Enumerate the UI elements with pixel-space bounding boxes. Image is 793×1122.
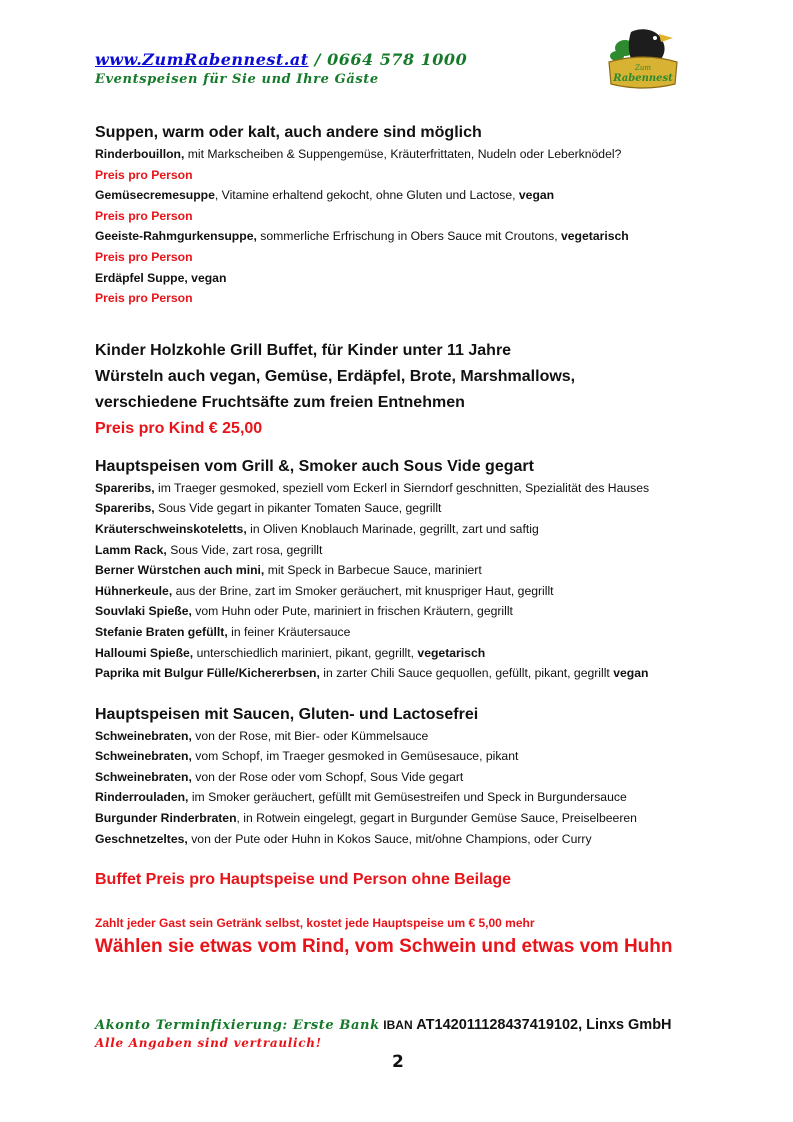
list-item: Rinderbouillon, mit Markscheiben & Suppengemüse, Kräuterfrittaten, Nudeln oder Leberknödel?: [95, 147, 622, 161]
list-item: Erdäpfel Suppe, vegan: [95, 270, 227, 285]
price-label: Preis pro Person: [95, 208, 193, 223]
header-separator: /: [314, 50, 322, 69]
menu-content: [95, 122, 735, 960]
price-label: Preis pro Person: [95, 167, 193, 182]
soups-title: Suppen, warm oder kalt, auch andere sind möglich: [95, 124, 482, 141]
sauces-section: [95, 704, 735, 850]
list-item: Schweinebraten, von der Rose oder vom Schopf, Sous Vide gegart: [95, 769, 464, 784]
list-item: Berner Würstchen auch mini, mit Speck in Barbecue Sauce, mariniert: [95, 563, 482, 578]
drinks-note: Zahlt jeder Gast sein Getränk selbst, kostet jede Hauptspeise um € 5,00 mehr: [95, 916, 535, 931]
list-item: Geschnetzeltes, von der Pute oder Huhn in Kokos Sauce, mit/ohne Champions, oder Curry: [95, 831, 592, 846]
header-contact-line: [95, 50, 467, 70]
svg-text:Zum: Zum: [634, 64, 652, 72]
list-item: Gemüsecremesuppe, Vitamine erhaltend gekocht, ohne Gluten und Lactose, vegan: [95, 188, 555, 203]
list-item: Kräuterschweinskoteletts, in Oliven Knoblauch Marinade, gegrillt, zart und saftig: [95, 521, 539, 536]
confidential-note: Alle Angaben sind vertraulich!: [95, 1036, 322, 1050]
header-tagline: Eventspeisen für Sie und Ihre Gäste: [95, 72, 379, 87]
price-label: Preis pro Person: [95, 249, 193, 264]
akonto-label: Akonto Terminfixierung: Erste Bank: [95, 1018, 380, 1033]
list-item: Geeiste-Rahmgurkensuppe, sommerliche Erfrischung in Obers Sauce mit Croutons, vegetarisch: [95, 229, 629, 244]
soups-section: [95, 122, 735, 309]
list-item: Lamm Rack, Sous Vide, zart rosa, gegrillt: [95, 542, 323, 557]
iban-value: AT142011128437419102, Linxs GmbH: [416, 1017, 672, 1033]
list-item: Stefanie Braten gefüllt, in feiner Kräutersauce: [95, 624, 351, 639]
grill-title: Hauptspeisen vom Grill &, Smoker auch Sous Vide gegart: [95, 457, 534, 475]
page-footer: [95, 1016, 672, 1051]
kids-title: Kinder Holzkohle Grill Buffet, für Kinder unter 11 Jahre: [95, 341, 512, 359]
sauces-title: Hauptspeisen mit Saucen, Gluten- und Lactosefrei: [95, 705, 479, 723]
list-item: Paprika mit Bulgur Fülle/Kichererbsen, in zarter Chili Sauce gequollen, gefüllt, pikant, gegrillt vegan: [95, 666, 649, 681]
list-item: Rinderrouladen, im Smoker geräuchert, gefüllt mit Gemüsestreifen und Speck in Burgundersauce: [95, 790, 627, 805]
list-item: Schweinebraten, vom Schopf, im Traeger gesmoked in Gemüsesauce, pikant: [95, 749, 519, 764]
kids-line: verschiedene Fruchtsäfte zum freien Entnehmen: [95, 393, 465, 411]
iban-label: IBAN: [383, 1018, 413, 1032]
raven-logo-icon: [603, 26, 683, 92]
list-item: Souvlaki Spieße, vom Huhn oder Pute, mariniert in frischen Kräutern, gegrillt: [95, 604, 513, 619]
list-item: Hühnerkeule, aus der Brine, zart im Smoker geräuchert, mit knuspriger Haut, gegrillt: [95, 583, 554, 598]
kids-price: Preis pro Kind € 25,00: [95, 419, 263, 437]
choose-note: Wählen sie etwas vom Rind, vom Schwein und etwas vom Huhn: [95, 936, 673, 958]
kids-section: [95, 338, 735, 442]
list-item: Halloumi Spieße, unterschiedlich mariniert, pikant, gegrillt, vegetarisch: [95, 645, 486, 660]
buffet-price-note: Buffet Preis pro Hauptspeise und Person ohne Beilage: [95, 871, 512, 889]
page-header: [95, 50, 467, 89]
list-item: Schweinebraten, von der Rose, mit Bier- oder Kümmelsauce: [95, 728, 429, 743]
list-item: Burgunder Rinderbraten, in Rotwein eingelegt, gegart in Burgunder Gemüse Sauce, Preiselbeeren: [95, 811, 637, 826]
payment-line: [95, 1016, 672, 1035]
phone-number: 0664 578 1000: [327, 50, 468, 69]
kids-line: Würsteln auch vegan, Gemüse, Erdäpfel, Brote, Marshmallows,: [95, 367, 576, 385]
grill-section: [95, 456, 735, 684]
price-label: Preis pro Person: [95, 291, 193, 306]
list-item: Spareribs, Sous Vide gegart in pikanter Tomaten Sauce, gegrillt: [95, 501, 442, 516]
svg-text:Rabennest: Rabennest: [613, 73, 673, 84]
website-link[interactable]: www.ZumRabennest.at: [95, 50, 309, 69]
list-item: Spareribs, im Traeger gesmoked, speziell vom Eckerl in Sierndorf geschnitten, Spezialität des Hauses: [95, 480, 650, 495]
page-number: 2: [392, 1052, 404, 1072]
